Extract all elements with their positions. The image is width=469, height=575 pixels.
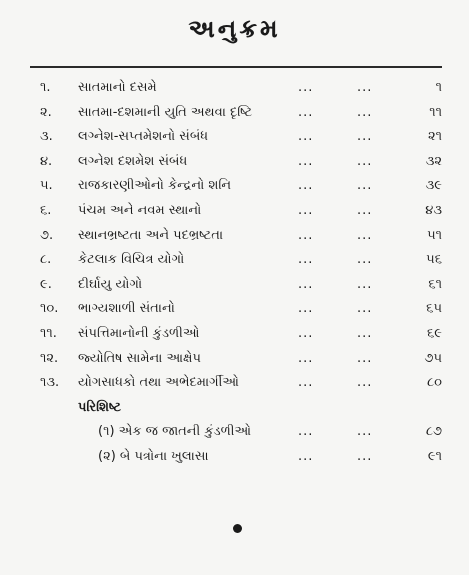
toc-entry-12 (0, 347, 469, 372)
entry-page-number: ૩૨ (425, 153, 442, 169)
entry-number: ૭. (40, 227, 54, 243)
entry-number: ૬. (40, 202, 52, 218)
toc-entry-13 (0, 371, 469, 396)
entry-title: સ્થાનભ્રષ્ટતા અને પદભ્રષ્ટતા (78, 227, 224, 243)
toc-entry-10 (0, 297, 469, 322)
entry-page-number: ૯૧ (427, 448, 442, 464)
leader-dots: ... (357, 227, 373, 243)
leader-dots: ... (298, 153, 314, 169)
entry-title: સંપત્તિમાનોની કુંડળીઓ (78, 325, 200, 341)
entry-number: ૧. (40, 80, 51, 95)
leader-dots: ... (298, 276, 314, 292)
leader-dots: ... (298, 202, 314, 218)
leader-dots: ... (298, 325, 314, 341)
entry-number: ૧૩. (40, 375, 60, 391)
toc-entry-2 (0, 101, 469, 126)
entry-page-number: ૩૯ (425, 178, 442, 194)
toc-entry-7 (0, 224, 469, 249)
leader-dots: ... (298, 104, 314, 120)
entry-title: ભાગ્યશાળી સંતાનો (78, 301, 175, 317)
entry-title: જ્યોતિષ સામેના આક્ષેપ (78, 350, 201, 366)
leader-dots: ... (298, 448, 314, 464)
entry-page-number: ૫૬ (426, 252, 442, 268)
leader-dots: ... (357, 325, 373, 341)
entry-page-number: ૧ (435, 80, 442, 95)
toc-entry-4 (0, 150, 469, 175)
leader-dots: ... (357, 202, 373, 218)
toc-entry-3 (0, 125, 469, 150)
appendix-heading: પરિશિષ્ટ (78, 399, 122, 415)
leader-dots: ... (298, 424, 314, 440)
leader-dots: ... (357, 104, 373, 120)
leader-dots: ... (357, 424, 373, 440)
toc-entry-6 (0, 199, 469, 224)
appendix-entry-2 (0, 445, 469, 470)
entry-page-number: ૮૭ (425, 424, 442, 440)
entry-number: ૮. (40, 252, 52, 268)
entry-number: ૧૦. (40, 301, 59, 317)
toc-entry-1 (0, 76, 469, 101)
entry-title: દીર્ઘાયુ યોગો (78, 276, 143, 292)
leader-dots: ... (357, 252, 373, 268)
entry-title: કેટલાક વિચિત્ર યોગો (78, 252, 185, 268)
entry-page-number: ૨૧ (427, 129, 442, 145)
leader-dots: ... (357, 178, 373, 194)
toc-entry-11 (0, 322, 469, 347)
entry-page-number: ૮૦ (427, 375, 442, 391)
entry-number: ૧૨. (40, 350, 59, 366)
toc-entry-9 (0, 273, 469, 298)
entry-number: ૨. (40, 104, 52, 120)
leader-dots: ... (298, 227, 314, 243)
appendix-heading-row (0, 396, 469, 421)
entry-title: સાતમાનો દસમે (78, 80, 157, 95)
leader-dots: ... (298, 375, 314, 391)
leader-dots: ... (357, 80, 373, 95)
entry-number: ૫. (40, 178, 53, 194)
leader-dots: ... (357, 350, 373, 366)
bullet-dot-icon (233, 524, 242, 533)
appendix-entry-title: (૧) એક જ જાતની કુંડળીઓ (98, 424, 252, 440)
leader-dots: ... (357, 129, 373, 145)
entry-page-number: ૬૫ (426, 301, 442, 317)
leader-dots: ... (298, 80, 314, 95)
leader-dots: ... (298, 350, 314, 366)
table-of-contents (0, 76, 469, 470)
leader-dots: ... (298, 301, 314, 317)
entry-page-number: ૭૫ (424, 350, 442, 366)
leader-dots: ... (357, 153, 373, 169)
entry-title: યોગસાધકો તથા અભેદમાર્ગીઓ (78, 375, 239, 391)
page-title: અનુક્રમ (188, 14, 281, 43)
entry-page-number: ૬૧ (428, 276, 442, 292)
entry-number: ૩. (40, 129, 53, 145)
entry-page-number: ૬૯ (427, 325, 442, 341)
toc-entry-5 (0, 174, 469, 199)
leader-dots: ... (298, 178, 314, 194)
title-divider (30, 66, 442, 68)
entry-number: ૪. (40, 153, 53, 169)
toc-entry-8 (0, 248, 469, 273)
entry-page-number: ૫૧ (427, 227, 442, 243)
entry-page-number: ૧૧ (429, 104, 442, 120)
leader-dots: ... (357, 276, 373, 292)
entry-title: લગ્નેશ-સપ્તમેશનો સંબંધ (78, 129, 209, 145)
appendix-entry-title: (૨) બે પત્રોના ખુલાસા (98, 448, 209, 464)
appendix-entry-1 (0, 420, 469, 445)
leader-dots: ... (357, 301, 373, 317)
entry-title: સાતમા-દશમાની યુતિ અથવા દૃષ્ટિ (78, 104, 253, 120)
entry-number: ૯. (40, 276, 52, 292)
entry-title: લગ્નેશ દશમેશ સંબંધ (78, 153, 188, 169)
entry-number: ૧૧. (40, 325, 57, 341)
leader-dots: ... (357, 375, 373, 391)
leader-dots: ... (298, 129, 314, 145)
leader-dots: ... (298, 252, 314, 268)
entry-title: પંચમ અને નવમ સ્થાનો (78, 202, 202, 218)
entry-page-number: ૪૩ (425, 202, 442, 218)
leader-dots: ... (357, 448, 373, 464)
entry-title: રાજકારણીઓનો કેન્દ્રનો શનિ (78, 178, 232, 194)
